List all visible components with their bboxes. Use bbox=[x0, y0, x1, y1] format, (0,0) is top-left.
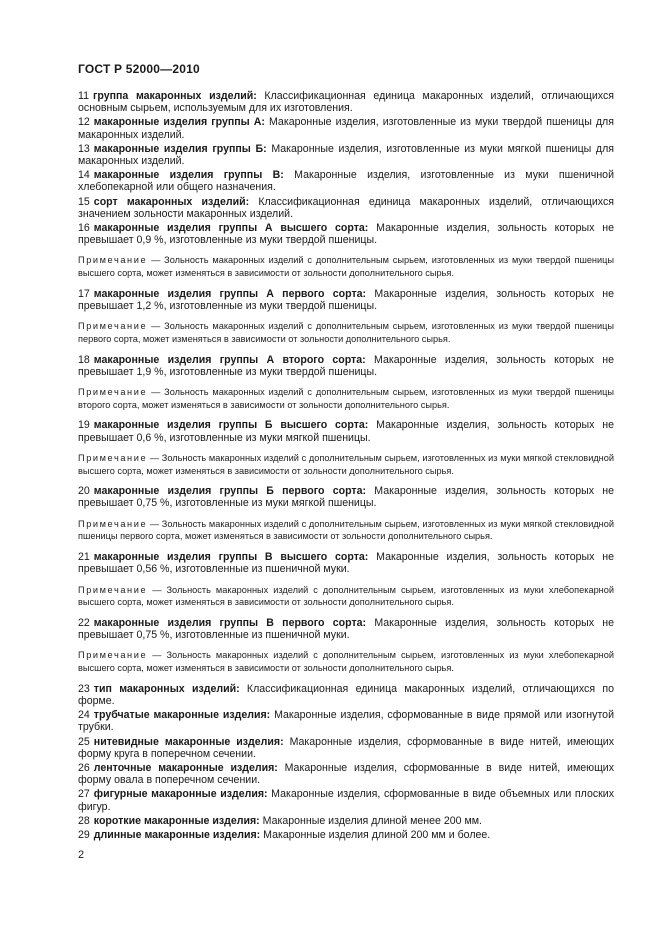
term-entry bbox=[78, 683, 614, 707]
term-name: трубчатые макаронные изделия: bbox=[93, 709, 271, 722]
page-number: 2 bbox=[78, 849, 85, 861]
term-number: 17 bbox=[78, 287, 90, 300]
term-name: макаронные изделия группы Б первого сорта: bbox=[93, 485, 367, 498]
term-definition: Макаронные изделия, зольность которых не превышает 1,9 %, изготовленные из муки твердой пшеницы. bbox=[78, 353, 614, 378]
term-definition: Макаронные изделия, зольность которых не превышает 0,75 %, изготовленные из муки мягкой пшеницы. bbox=[78, 485, 614, 510]
term-name: макаронные изделия группы Б: bbox=[93, 142, 267, 155]
note-text: — Зольность макаронных изделий с дополнительным сырьем, изготовленных из муки твердой пшеницы первого сорта, может изменяться в зависимости от зольности дополнительного сырья. bbox=[78, 321, 614, 344]
term-entry bbox=[78, 222, 614, 246]
note-label: Примечание bbox=[78, 584, 148, 595]
term-definition: Макаронные изделия, сформованные в виде прямой или изогнутой трубки. bbox=[78, 709, 614, 734]
term-name: сорт макаронных изделий: bbox=[93, 195, 250, 208]
term-entry bbox=[78, 419, 614, 443]
term-name: макаронные изделия группы А: bbox=[93, 116, 265, 129]
term-name: тип макаронных изделий: bbox=[93, 682, 240, 695]
term-number: 13 bbox=[78, 142, 90, 155]
term-definition: Макаронные изделия, зольность которых не превышает 0,75 %, изготовленные из пшеничной муки. bbox=[78, 616, 614, 642]
term-number: 11 bbox=[78, 90, 89, 102]
term-note bbox=[78, 452, 614, 477]
term-entry bbox=[78, 551, 614, 575]
term-definition: Макаронные изделия длиной менее 200 мм. bbox=[262, 814, 482, 827]
terms-list bbox=[78, 90, 614, 843]
term-definition: Макаронные изделия, сформованные в виде объемных или плоских фигур. bbox=[78, 788, 614, 813]
term-number: 23 bbox=[78, 682, 90, 695]
note-label: Примечание bbox=[78, 321, 148, 332]
term-entry bbox=[78, 815, 614, 827]
term-definition: Макаронные изделия, зольность которых не превышает 0,56 %, изготовленные из пшеничной муки. bbox=[78, 551, 614, 576]
note-text: — Зольность макаронных изделий с дополнительным сырьем, изготовленных из муки хлебопекарной высшего сорта, может изменяться в зависимости от зольности дополнительного сырья. bbox=[78, 650, 614, 674]
term-note bbox=[78, 518, 614, 543]
term-name: группа макаронных изделий: bbox=[93, 90, 257, 102]
term-number: 26 bbox=[78, 761, 90, 774]
term-number: 24 bbox=[78, 709, 90, 722]
term-entry bbox=[78, 829, 614, 841]
term-name: макаронные изделия группы А второго сорта: bbox=[93, 353, 366, 366]
term-note bbox=[78, 584, 614, 609]
term-number: 21 bbox=[78, 551, 90, 564]
term-definition: Макаронные изделия, зольность которых не превышает 1,2 %, изготовленные из муки твердой пшеницы. bbox=[78, 287, 614, 313]
term-number: 14 bbox=[78, 169, 90, 182]
term-number: 16 bbox=[78, 222, 90, 235]
note-text: — Зольность макаронных изделий с дополнительным сырьем, изготовленных из муки мягкой стекловидной высшего сорта, может изменяться в зависимости от зольности дополнительного сырья. bbox=[78, 452, 614, 476]
term-entry bbox=[78, 288, 614, 312]
term-number: 29 bbox=[78, 828, 90, 841]
term-entry bbox=[78, 485, 614, 509]
note-text: — Зольность макаронных изделий с дополнительным сырьем, изготовленных из муки мягкой стекловидной пшеницы первого сорта, может изменяться в зависимости от зольности дополнительного сырья. bbox=[78, 518, 614, 542]
term-definition: Классификационная единица макаронных изделий, отличающихся основным сырьем, используемым для их изготовления. bbox=[78, 90, 614, 115]
term-name: макаронные изделия группы В: bbox=[93, 169, 284, 182]
term-name: макаронные изделия группы Б высшего сорта: bbox=[93, 419, 369, 432]
note-text: — Зольность макаронных изделий с дополнительным сырьем, изготовленных из муки твердой пшеницы второго сорта, может изменяться в зависимости от зольности дополнительного сырья. bbox=[78, 387, 614, 410]
term-note bbox=[78, 386, 614, 411]
term-definition: Макаронные изделия, сформованные в виде нитей, имеющих форму овала в поперечном сечении. bbox=[78, 761, 614, 787]
term-entry bbox=[78, 709, 614, 733]
term-definition: Макаронные изделия, изготовленные из муки твердой пшеницы для макаронных изделий. bbox=[78, 116, 614, 141]
term-number: 20 bbox=[78, 485, 90, 498]
term-definition: Макаронные изделия, зольность которых не превышает 0,9 %, изготовленные из муки твердой пшеницы. bbox=[78, 222, 614, 247]
term-entry bbox=[78, 169, 614, 193]
term-definition: Классификационная единица макаронных изделий, отличающихся значением зольности макаронных изделий. bbox=[78, 195, 614, 220]
term-name: макаронные изделия группы А первого сорта: bbox=[93, 287, 367, 300]
term-entry bbox=[78, 762, 614, 786]
document-header: ГОСТ Р 52000—2010 bbox=[78, 62, 200, 76]
term-definition: Макаронные изделия длиной 200 мм и более. bbox=[263, 828, 491, 841]
term-entry bbox=[78, 90, 614, 114]
term-number: 28 bbox=[78, 814, 90, 827]
term-name: нитевидные макаронные изделия: bbox=[93, 735, 284, 748]
term-number: 22 bbox=[78, 616, 90, 629]
term-name: макаронные изделия группы В первого сорта: bbox=[93, 616, 367, 629]
term-number: 19 bbox=[78, 419, 90, 432]
note-label: Примечание bbox=[78, 452, 148, 463]
term-note bbox=[78, 254, 614, 279]
term-number: 15 bbox=[78, 195, 90, 208]
term-entry bbox=[78, 116, 614, 140]
term-note bbox=[78, 649, 614, 674]
term-number: 27 bbox=[78, 788, 90, 801]
term-entry bbox=[78, 196, 614, 220]
note-text: — Зольность макаронных изделий с дополнительным сырьем, изготовленных из муки твердой пшеницы высшего сорта, может изменяться в зависимости от зольности дополнительного сырья. bbox=[78, 255, 614, 279]
term-name: ленточные макаронные изделия: bbox=[93, 761, 278, 774]
term-name: длинные макаронные изделия: bbox=[93, 828, 261, 841]
note-label: Примечание bbox=[78, 387, 148, 398]
term-number: 18 bbox=[78, 353, 90, 366]
term-entry bbox=[78, 143, 614, 167]
term-definition: Макаронные изделия, сформованные в виде нитей, имеющих форму круга в поперечном сечении. bbox=[78, 735, 614, 760]
term-entry bbox=[78, 354, 614, 378]
note-text: — Зольность макаронных изделий с дополнительным сырьем, изготовленных из муки хлебопекарной высшего сорта, может изменяться в зависимости от зольности дополнительного сырья. bbox=[78, 584, 614, 608]
note-label: Примечание bbox=[78, 518, 148, 529]
term-definition: Макаронные изделия, зольность которых не превышает 0,6 %, изготовленные из муки мягкой пшеницы. bbox=[78, 419, 614, 444]
note-label: Примечание bbox=[78, 650, 148, 661]
term-entry bbox=[78, 788, 614, 812]
term-definition: Макаронные изделия, изготовленные из муки пшеничной хлебопекарной или общего назначения. bbox=[78, 169, 614, 194]
term-definition: Классификационная единица макаронных изделий, отличающихся по форме. bbox=[78, 682, 614, 707]
term-number: 25 bbox=[78, 735, 90, 748]
term-name: макаронные изделия группы А высшего сорта: bbox=[93, 222, 369, 235]
term-name: фигурные макаронные изделия: bbox=[93, 788, 268, 801]
term-name: макаронные изделия группы В высшего сорта: bbox=[93, 551, 369, 564]
term-entry bbox=[78, 617, 614, 641]
term-note bbox=[78, 320, 614, 345]
term-entry bbox=[78, 736, 614, 760]
term-number: 12 bbox=[78, 116, 90, 129]
term-name: короткие макаронные изделия: bbox=[93, 814, 260, 827]
term-definition: Макаронные изделия, изготовленные из муки мягкой пшеницы для макаронных изделий. bbox=[78, 142, 614, 168]
note-label: Примечание bbox=[78, 255, 148, 266]
